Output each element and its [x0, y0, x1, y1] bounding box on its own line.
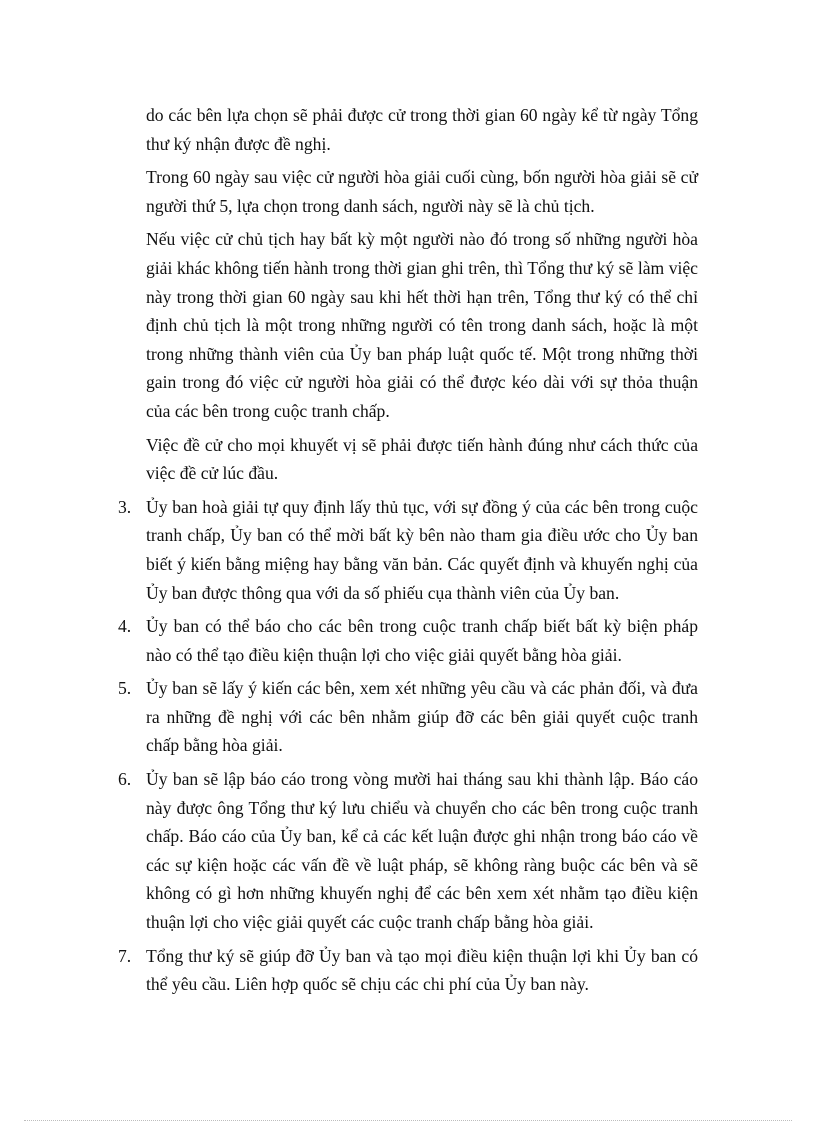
paragraph-vacancy-filling: Việc đề cử cho mọi khuyết vị sẽ phải được tiến hành đúng như cách thức của việc đề cử lúc đầu. — [146, 434, 698, 484]
paragraph-secretary-general-appointment: Nếu việc cử chủ tịch hay bất kỳ một người nào đó trong số những người hòa giải khác không tiến hành trong thời gian ghi trên, thì Tổng thư ký sẽ làm việc này trong thời gian 60 ngày sau khi hết thời hạn trên, Tổng thư ký có thể chỉ định chủ tịch là một trong những người có tên trong danh sách, hoặc là một trong những thành viên của Ủy ban pháp luật quốc tế. Một trong những thời gain trong đó việc cử người hòa giải có thể được kéo dài với sự thỏa thuận của các bên trong cuộc tranh chấp. — [146, 229, 698, 421]
list-item-4 — [118, 612, 698, 669]
list-item-3 — [118, 493, 698, 607]
list-number: 5. — [118, 678, 132, 699]
list-item-text: Ủy ban sẽ lập báo cáo trong vòng mười hai tháng sau khi thành lập. Báo cáo này được ông Tổng thư ký lưu chiểu và chuyển cho các bên trong cuộc tranh chấp. Báo cáo của Ủy ban, kể cả các kết luận được ghi nhận trong báo cáo về các sự kiện hoặc các vấn đề về luật pháp, sẽ không ràng buộc các bên và sẽ không có gì hơn những khuyến nghị để các bên xem xét nhằm tạo điều kiện thuận lợi cho việc giải quyết các cuộc tranh chấp bằng hòa giải. — [146, 769, 698, 933]
list-item-text: Ủy ban có thể báo cho các bên trong cuộc tranh chấp biết bất kỳ biện pháp nào có thể tạo điều kiện thuận lợi cho việc giải quyết bằng hòa giải. — [146, 616, 698, 665]
list-number: 6. — [118, 769, 132, 790]
paragraph-nominee-timeline: do các bên lựa chọn sẽ phải được cử trong thời gian 60 ngày kể từ ngày Tổng thư ký nhận được đề nghị. — [146, 105, 698, 154]
document-body — [118, 101, 698, 1004]
list-number: 4. — [118, 616, 132, 637]
list-number: 3. — [118, 496, 132, 517]
paragraph-fifth-conciliator: Trong 60 ngày sau việc cử người hòa giải cuối cùng, bốn người hòa giải sẽ cử người thứ 5, lựa chọn trong danh sách, người này sẽ là chủ tịch. — [146, 167, 698, 216]
list-item-text: Tổng thư ký sẽ giúp đỡ Ủy ban và tạo mọi điều kiện thuận lợi khi Ủy ban có thể yêu cầu. Liên hợp quốc sẽ chịu các chi phí của Ủy ban này. — [146, 945, 698, 995]
page-bottom-divider — [24, 1120, 792, 1121]
numbered-list — [118, 493, 698, 999]
list-item-7 — [118, 942, 698, 999]
list-item-text: Ủy ban sẽ lấy ý kiến các bên, xem xét những yêu cầu và các phản đối, và đưa ra những đề nghị với các bên nhằm giúp đỡ các bên giải quyết cuộc tranh chấp bằng hòa giải. — [146, 678, 698, 756]
list-item-text: Ủy ban hoà giải tự quy định lấy thủ tục, với sự đồng ý của các bên trong cuộc tranh chấp, Ủy ban có thể mời bất kỳ bên nào tham gia điều ước cho Ủy ban biết ý kiến bằng miệng hay bằng văn bản. Các quyết định và khuyến nghị của Ủy ban được thông qua với da số phiếu cụa thành viên của Ủy ban. — [146, 496, 698, 603]
list-item-5 — [118, 674, 698, 760]
list-number: 7. — [118, 945, 132, 966]
list-item-6 — [118, 765, 698, 937]
